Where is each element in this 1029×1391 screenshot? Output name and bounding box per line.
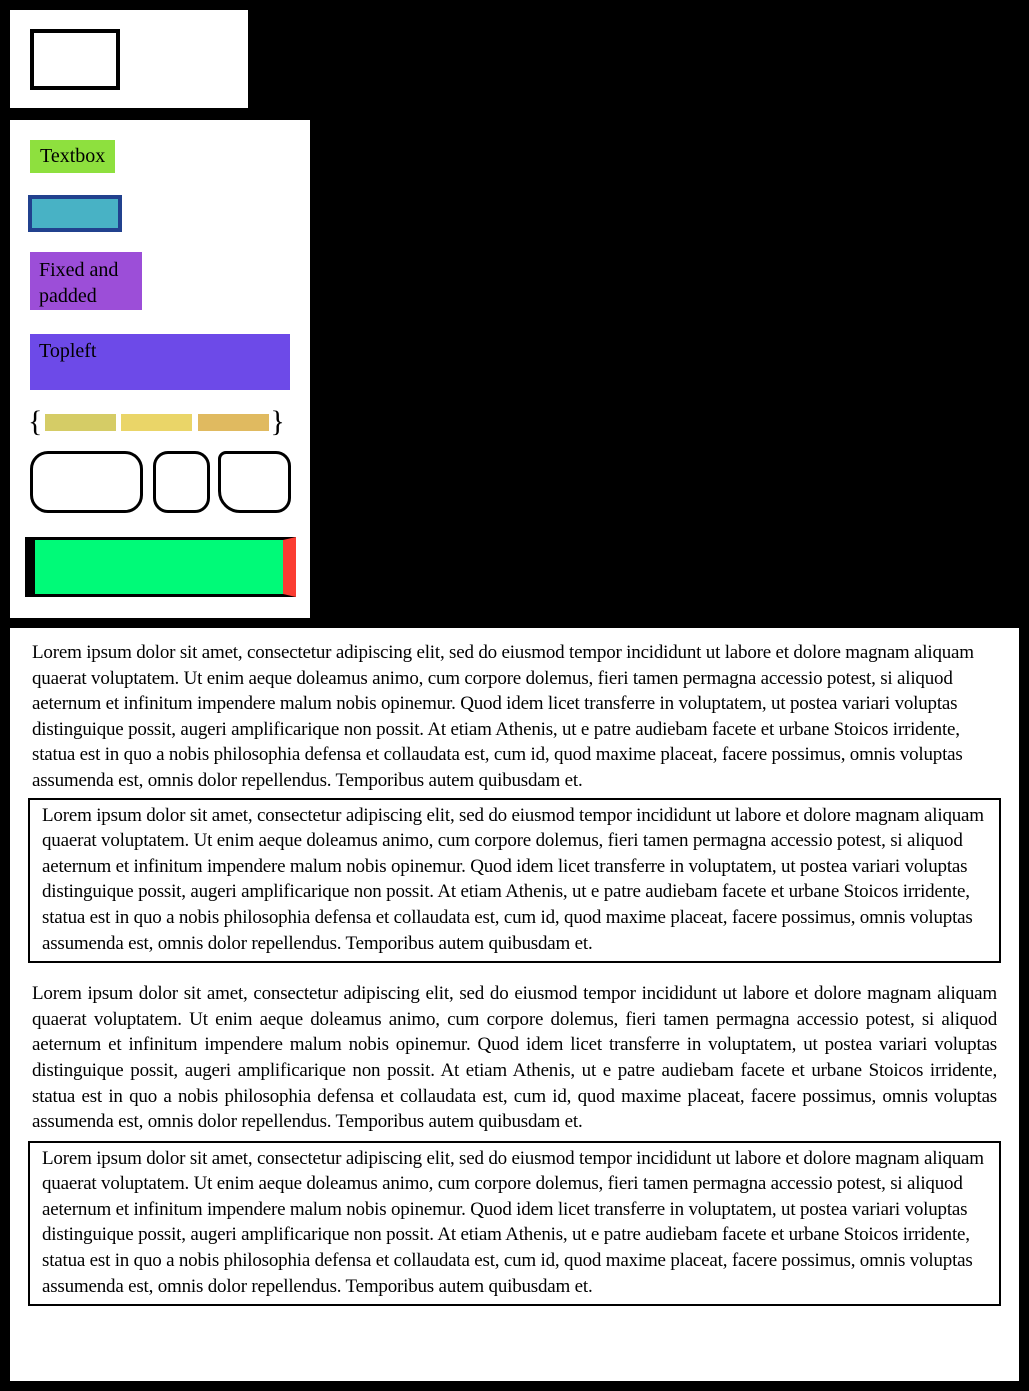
lorem-box-bordered-2: Lorem ipsum dolor sit amet, consectetur adipiscing elit, sed do eiusmod tempor incididunt ut labore et dolore magnam aliquam quaerat voluptatem. Ut enim aeque doleamus animo, cum corpore dolemus, fieri tamen permagna accessio potest, si aliquod aeternum et infinitum impendere malum nobis opinemur. Quod idem licet transferre in voluptatem, ut postea variari voluptas distinguique possit, augeri amplificarique non possit. At etiam Athenis, ut e patre audiebam facete et urbane Stoicos irridente, statua est in quo a nobis philosophia defensa et collaudata est, cum id, quod maxime placeat, facere possimus, omnis voluptas assumenda est, omnis dolor repellendus. Temporibus autem quibusdam et. — [28, 1141, 1001, 1307]
lorem-paragraph-justified: Lorem ipsum dolor sit amet, consectetur adipiscing elit, sed do eiusmod tempor incididunt ut labore et dolore magnam aliquam quaerat voluptatem. Ut enim aeque doleamus animo, cum corpore dolemus, fieri tamen permagna accessio potest, si aliquod aeternum et infinitum impendere malum nobis opinemur. Quod idem licet transferre in voluptatem, ut postea variari voluptas distinguique possit, augeri amplificarique non possit. At etiam Athenis, ut e patre audiebam facete et urbane Stoicos irridente, statua est in quo a nobis philosophia defensa et collaudata est, cum id, quod maxime placeat, facere possimus, omnis voluptas assumenda est, omnis dolor repellendus. Temporibus autem quibusdam et. — [32, 983, 997, 1133]
swatch-bar-1 — [45, 414, 116, 431]
rounded-box-2 — [153, 451, 210, 513]
textbox-input[interactable] — [28, 195, 122, 232]
textbox-label: Textbox — [30, 140, 115, 173]
meter-bar — [25, 537, 296, 597]
swatch-bar-2 — [121, 414, 192, 431]
rounded-box-row — [30, 451, 291, 513]
top-card — [10, 10, 248, 108]
rounded-box-1 — [30, 451, 143, 513]
widgets-card — [10, 120, 310, 618]
topleft-box: Topleft — [30, 334, 290, 390]
fixed-padded-box: Fixed and padded — [30, 252, 142, 310]
lorem-box-bordered-1: Lorem ipsum dolor sit amet, consectetur adipiscing elit, sed do eiusmod tempor incididunt ut labore et dolore magnam aliquam quaerat voluptatem. Ut enim aeque doleamus animo, cum corpore dolemus, fieri tamen permagna accessio potest, si aliquod aeternum et infinitum impendere malum nobis opinemur. Quod idem licet transferre in voluptatem, ut postea variari voluptas distinguique possit, augeri amplificarique non possit. At etiam Athenis, ut e patre audiebam facete et urbane Stoicos irridente, statua est in quo a nobis philosophia defensa et collaudata est, cum id, quod maxime placeat, facere possimus, omnis voluptas assumenda est, omnis dolor repellendus. Temporibus autem quibusdam et. — [28, 798, 1001, 964]
rounded-box-3 — [218, 451, 291, 513]
lorem-paragraph-plain: Lorem ipsum dolor sit amet, consectetur adipiscing elit, sed do eiusmod tempor incididunt ut labore et dolore magnam aliquam quaerat voluptatem. Ut enim aeque doleamus animo, cum corpore dolemus, fieri tamen permagna accessio potest, si aliquod aeternum et infinitum impendere malum nobis opinemur. Quod idem licet transferre in voluptatem, ut postea variari voluptas distinguique possit, augeri amplificarique non possit. At etiam Athenis, ut e patre audiebam facete et urbane Stoicos irridente, statua est in quo a nobis philosophia defensa et collaudata est, cum id, quod maxime placeat, facere possimus, omnis voluptas assumenda est, omnis dolor repellendus. Temporibus autem quibusdam et. — [32, 642, 974, 791]
brace-open: { — [28, 405, 43, 438]
brace-swatch-row — [28, 403, 285, 441]
outlined-box — [30, 29, 120, 90]
swatch-bar-3 — [198, 414, 269, 431]
brace-close: } — [270, 405, 285, 438]
text-card — [10, 628, 1019, 1381]
